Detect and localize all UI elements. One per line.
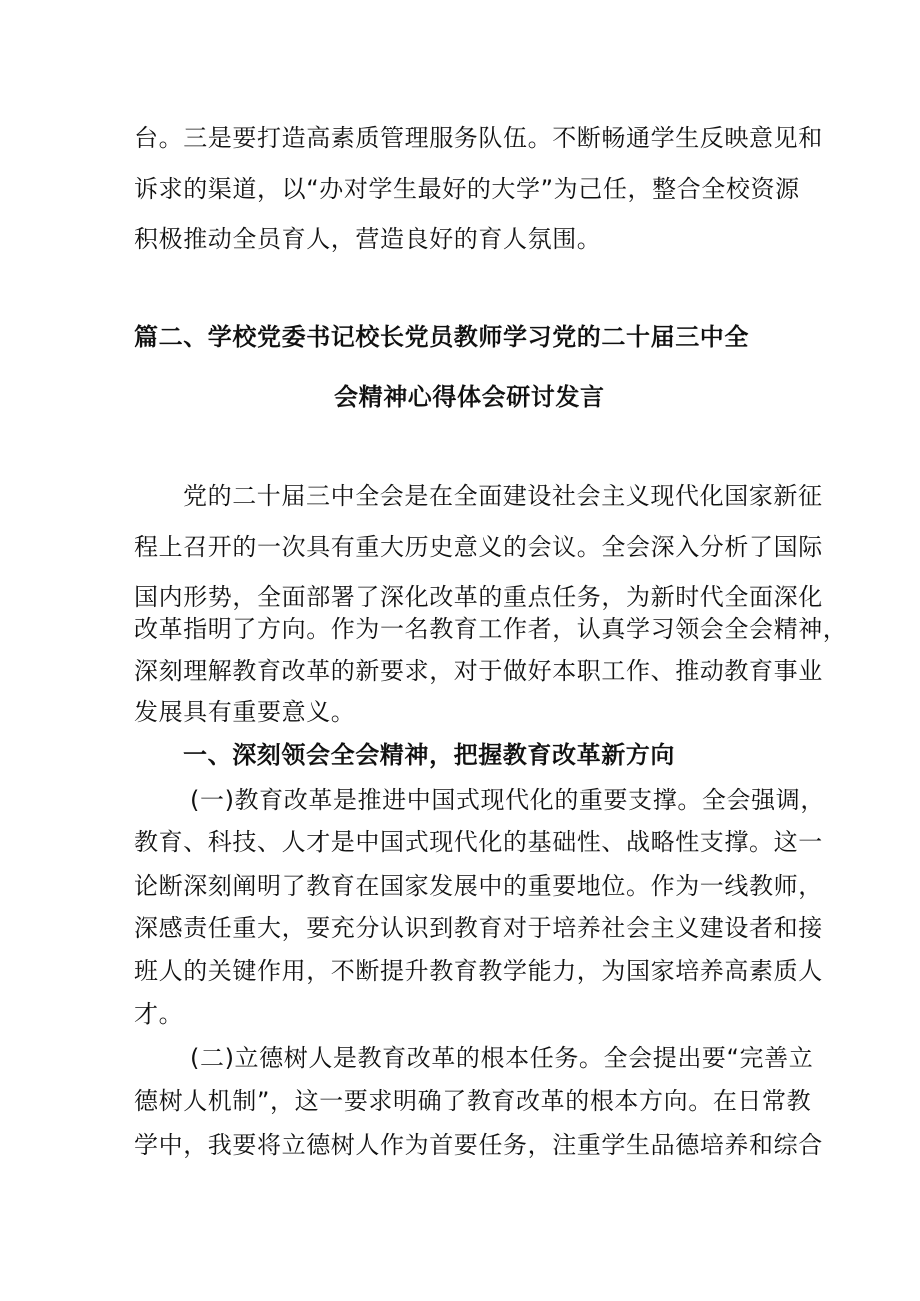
body-text-line: 深刻理解教育改革的新要求，对于做好本职工作、推动教育事业 [134,657,823,685]
body-text-line: 深感责任重大，要充分认识到教育对于培养社会主义建设者和接 [134,914,823,942]
body-text-line: 发展具有重要意义。 [134,698,356,726]
body-text-line: 论断深刻阐明了教育在国家发展中的重要地位。作为一线教师， [134,872,823,900]
body-text-line: 诉求的渠道，以“办对学生最好的大学”为己任，整合全校资源 [134,175,800,203]
body-text-line: 教育、科技、人才是中国式现代化的基础性、战略性支撑。这一 [134,828,823,856]
body-text-line: 积极推动全员育人，营造良好的育人氛围。 [134,225,602,253]
body-text-line: 学中，我要将立德树人作为首要任务，注重学生品德培养和综合 [134,1131,823,1159]
body-text-line: 改革指明了方向。作为一名教育工作者，认真学习领会全会精神， [134,615,848,643]
body-text-line: (一)教育改革是推进中国式现代化的重要支撑。全会强调， [190,786,825,814]
article-title-line-2: 会精神心得体会研讨发言 [334,383,605,411]
body-text-line: 程上召开的一次具有重大历史意义的会议。全会深入分析了国际 [134,533,823,561]
body-text-line: (二)立德树人是教育改革的根本任务。全会提出要“完善立 [190,1044,814,1072]
body-text-line: 班人的关键作用，不断提升教育教学能力，为国家培养高素质人 [134,957,823,985]
body-text-line: 党的二十届三中全会是在全面建设社会主义现代化国家新征 [183,482,823,510]
article-title-line-1: 篇二、学校党委书记校长党员教师学习党的二十届三中全 [134,323,749,351]
body-text-line: 台。三是要打造高素质管理服务队伍。不断畅通学生反映意见和 [134,124,823,152]
section-heading: 一、深刻领会全会精神，把握教育改革新方向 [183,741,675,769]
body-text-line: 德树人机制”，这一要求明确了教育改革的根本方向。在日常教 [134,1087,812,1115]
body-text-line: 才。 [134,1000,184,1028]
body-text-line: 国内形势，全面部署了深化改革的重点任务，为新时代全面深化 [134,583,823,611]
